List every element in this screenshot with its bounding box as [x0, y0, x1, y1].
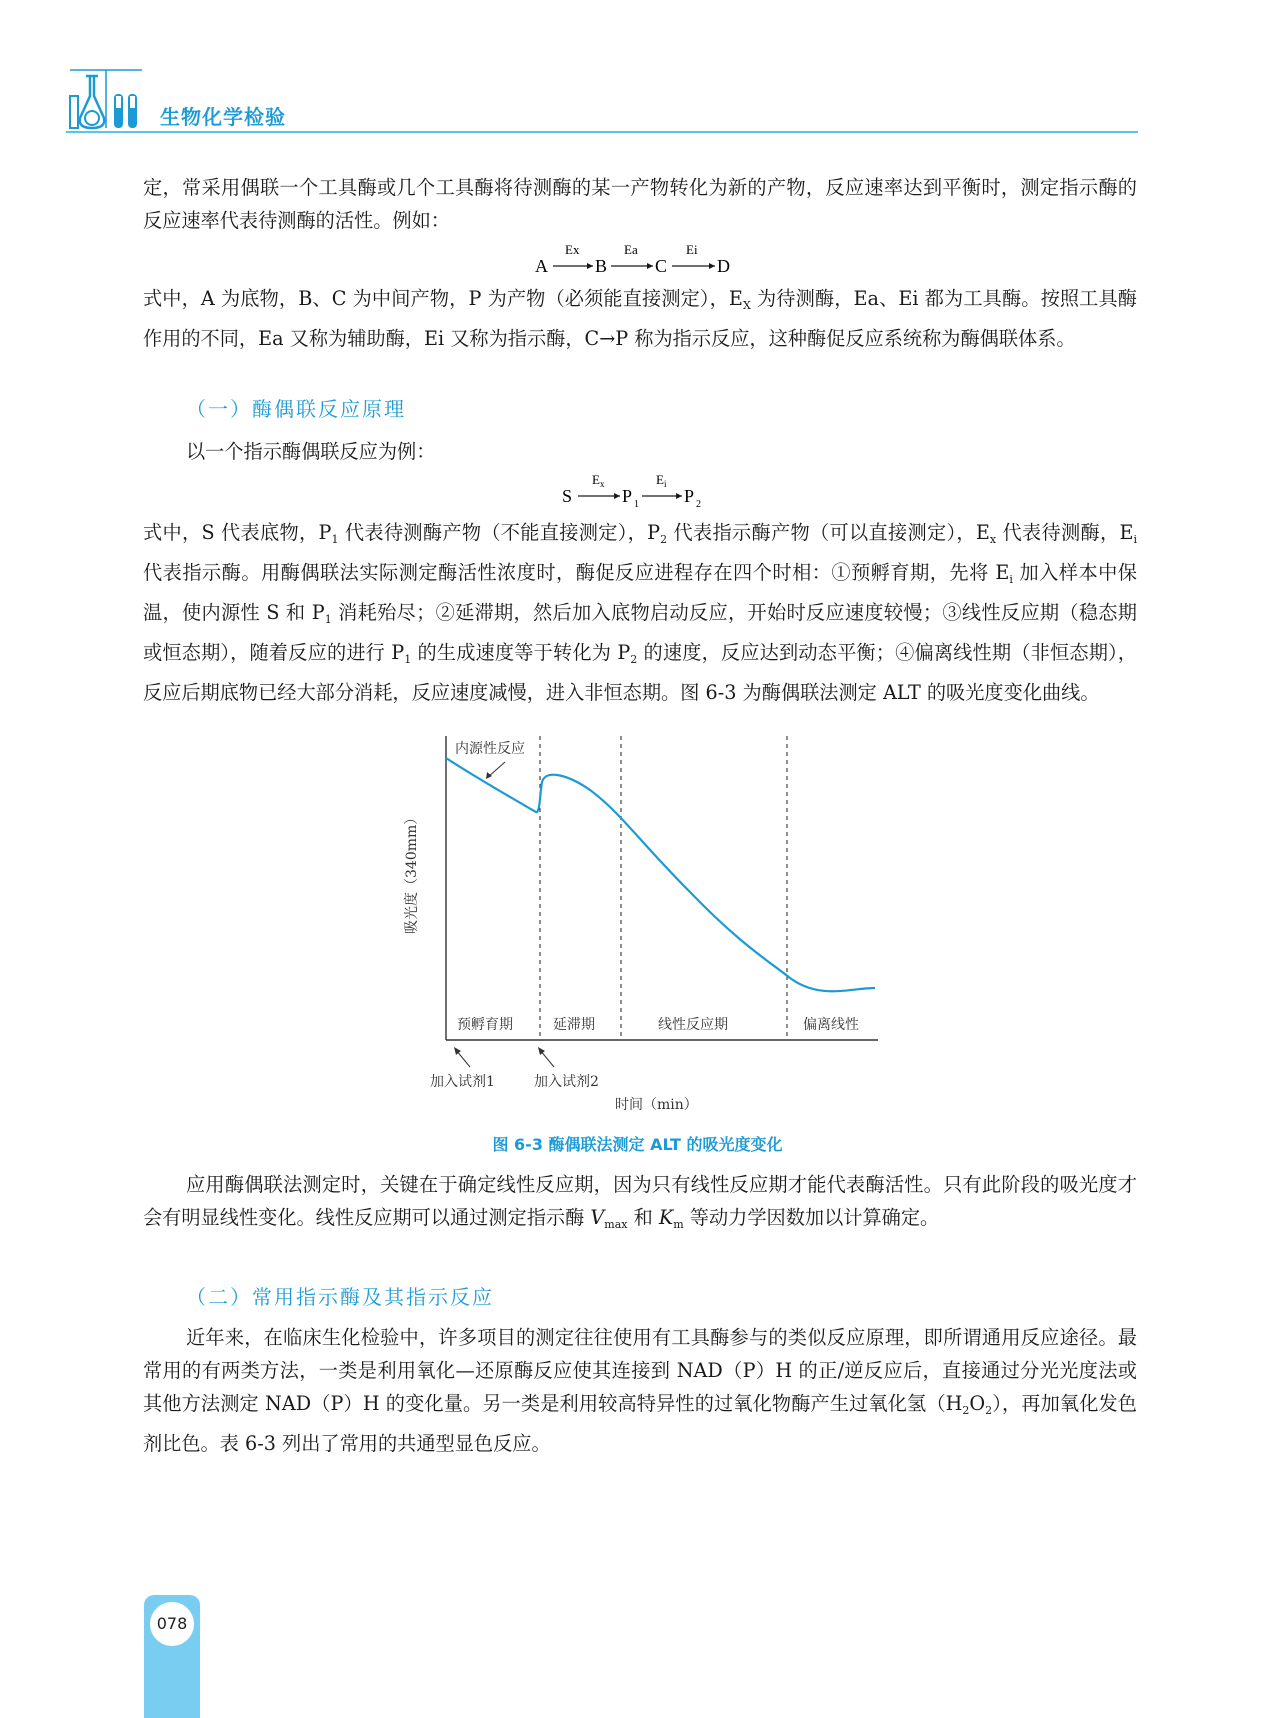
phase-label-lag: 延滞期 [553, 1017, 595, 1033]
section2-paragraph: 近年来，在临床生化检验中，许多项目的测定往往使用有工具酶参与的类似反应原理，即所谓通用反应途径。最常用的有两类方法，一类是利用氧化—还原酶反应使其连接到 NAD（P）H 的正/逆反应后，直接通过分光光度法或其他方法测定 NAD（P）H 的变化量。另一类是利用较高特异性的过氧化物酶产生过氧化氢$(H_2O_2)$，再加氧化发色剂比色。表 6-3 列出了常用的共通型显色反应。 [143, 1326, 1137, 1455]
eq2-ex: E [592, 472, 600, 487]
annotation-reagent2: 加入试剂2 [534, 1074, 599, 1090]
eq2-p2: P [684, 486, 695, 506]
y-axis-label: 吸光度（340mm） [404, 810, 420, 934]
eq1-ei: Ei [686, 242, 698, 257]
header-title: 生物化学检验 [160, 105, 286, 129]
absorbance-curve [446, 758, 875, 991]
phase-label-linear: 线性反应期 [658, 1017, 728, 1033]
eq1-a: A [535, 256, 548, 276]
section-heading-1: （一）酶偶联反应原理 [186, 397, 406, 421]
endogenous-arrow [488, 762, 505, 777]
eq1-b: B [595, 256, 608, 276]
x-axis-label: 时间（min） [615, 1097, 698, 1113]
eq2-s: S [562, 486, 573, 506]
eq1-d: D [717, 256, 730, 276]
after-figure-paragraph: 应用酶偶联法测定时，关键在于确定线性反应期，因为只有线性反应期才能代表酶活性。只有此阶段的吸光度才会有明显线性变化。线性反应期可以通过测定指示酶 $V_{max}$ 和 $K_m$ 等动力学因数加以计算确定。 [143, 1173, 1137, 1231]
svg-text:x: x [600, 479, 605, 489]
header-divider [66, 131, 1138, 133]
annotation-endogenous: 内源性反应 [455, 741, 525, 757]
intro-paragraph-1: 定，常采用偶联一个工具酶或几个工具酶将待测酶的某一产物转化为新的产物，反应速率达到平衡时，测定指示酶的反应速率代表待测酶的活性。例如： [143, 176, 1137, 232]
section1-body: 式中，S 代表底物，$P_1$ 代表待测酶产物（不能直接测定），$P_2$ 代表指示酶产物（可以直接测定），$E_x$ 代表待测酶，$E_i$ 代表指示酶。用酶偶联法实际测定酶活性浓度时，酶促反应进程存在四个时相：①预孵育期，先将 $E_i$ 加入样本中保温，使内源性 S 和 $P_1$ 消耗殆尽；②延滞期，然后加入底物启动反应，开始时反应速度较慢；③线性反应期（稳态期或恒态期），随着反应的进行 $P_1$ 的生成速度等于转化为 $P_2$ 的速度，反应达到动态平衡；④偏离线性期（非恒态期），反应后期底物已经大部分消耗，反应速度减慢，进入非恒态期。图 6-3 为酶偶联法测定 ALT 的吸光度变化曲线。 [143, 521, 1137, 704]
phase-label-preincubation: 预孵育期 [457, 1017, 513, 1033]
eq2-ei: E [656, 472, 664, 487]
equation-enzyme-chain [535, 240, 755, 278]
section1-lead: 以一个指示酶偶联反应为例： [186, 440, 436, 463]
svg-text:1: 1 [634, 499, 639, 510]
page-number: 078 [150, 1602, 194, 1646]
section-heading-2: （二）常用指示酶及其指示反应 [186, 1285, 494, 1309]
absorbance-curve-figure [390, 722, 900, 1117]
annotation-reagent1: 加入试剂1 [430, 1074, 495, 1090]
equation-indicator-reaction [562, 472, 722, 514]
intro-paragraph-2: 式中，A 为底物，B、C 为中间产物，P 为产物（必须能直接测定），$E_X$ 为待测酶，Ea、Ei 都为工具酶。按照工具酶作用的不同，Ea 又称为辅助酶，Ei 又称为指示酶，C→P 称为指示反应，这种酶促反应系统称为酶偶联体系。 [143, 287, 1137, 350]
eq2-p1: P [622, 486, 633, 506]
svg-text:2: 2 [696, 499, 701, 510]
phase-label-nonlinear: 偏离线性 [803, 1017, 859, 1033]
figure-caption: 图 6-3 酶偶联法测定 ALT 的吸光度变化 [492, 1135, 783, 1154]
absorbance-chart [390, 722, 900, 1117]
eq1-c: C [655, 256, 668, 276]
eq1-ea: Ea [624, 242, 638, 257]
lab-flask-tubes-icon [66, 66, 146, 136]
eq1-ex: Ex [565, 242, 580, 257]
svg-text:i: i [664, 479, 667, 489]
